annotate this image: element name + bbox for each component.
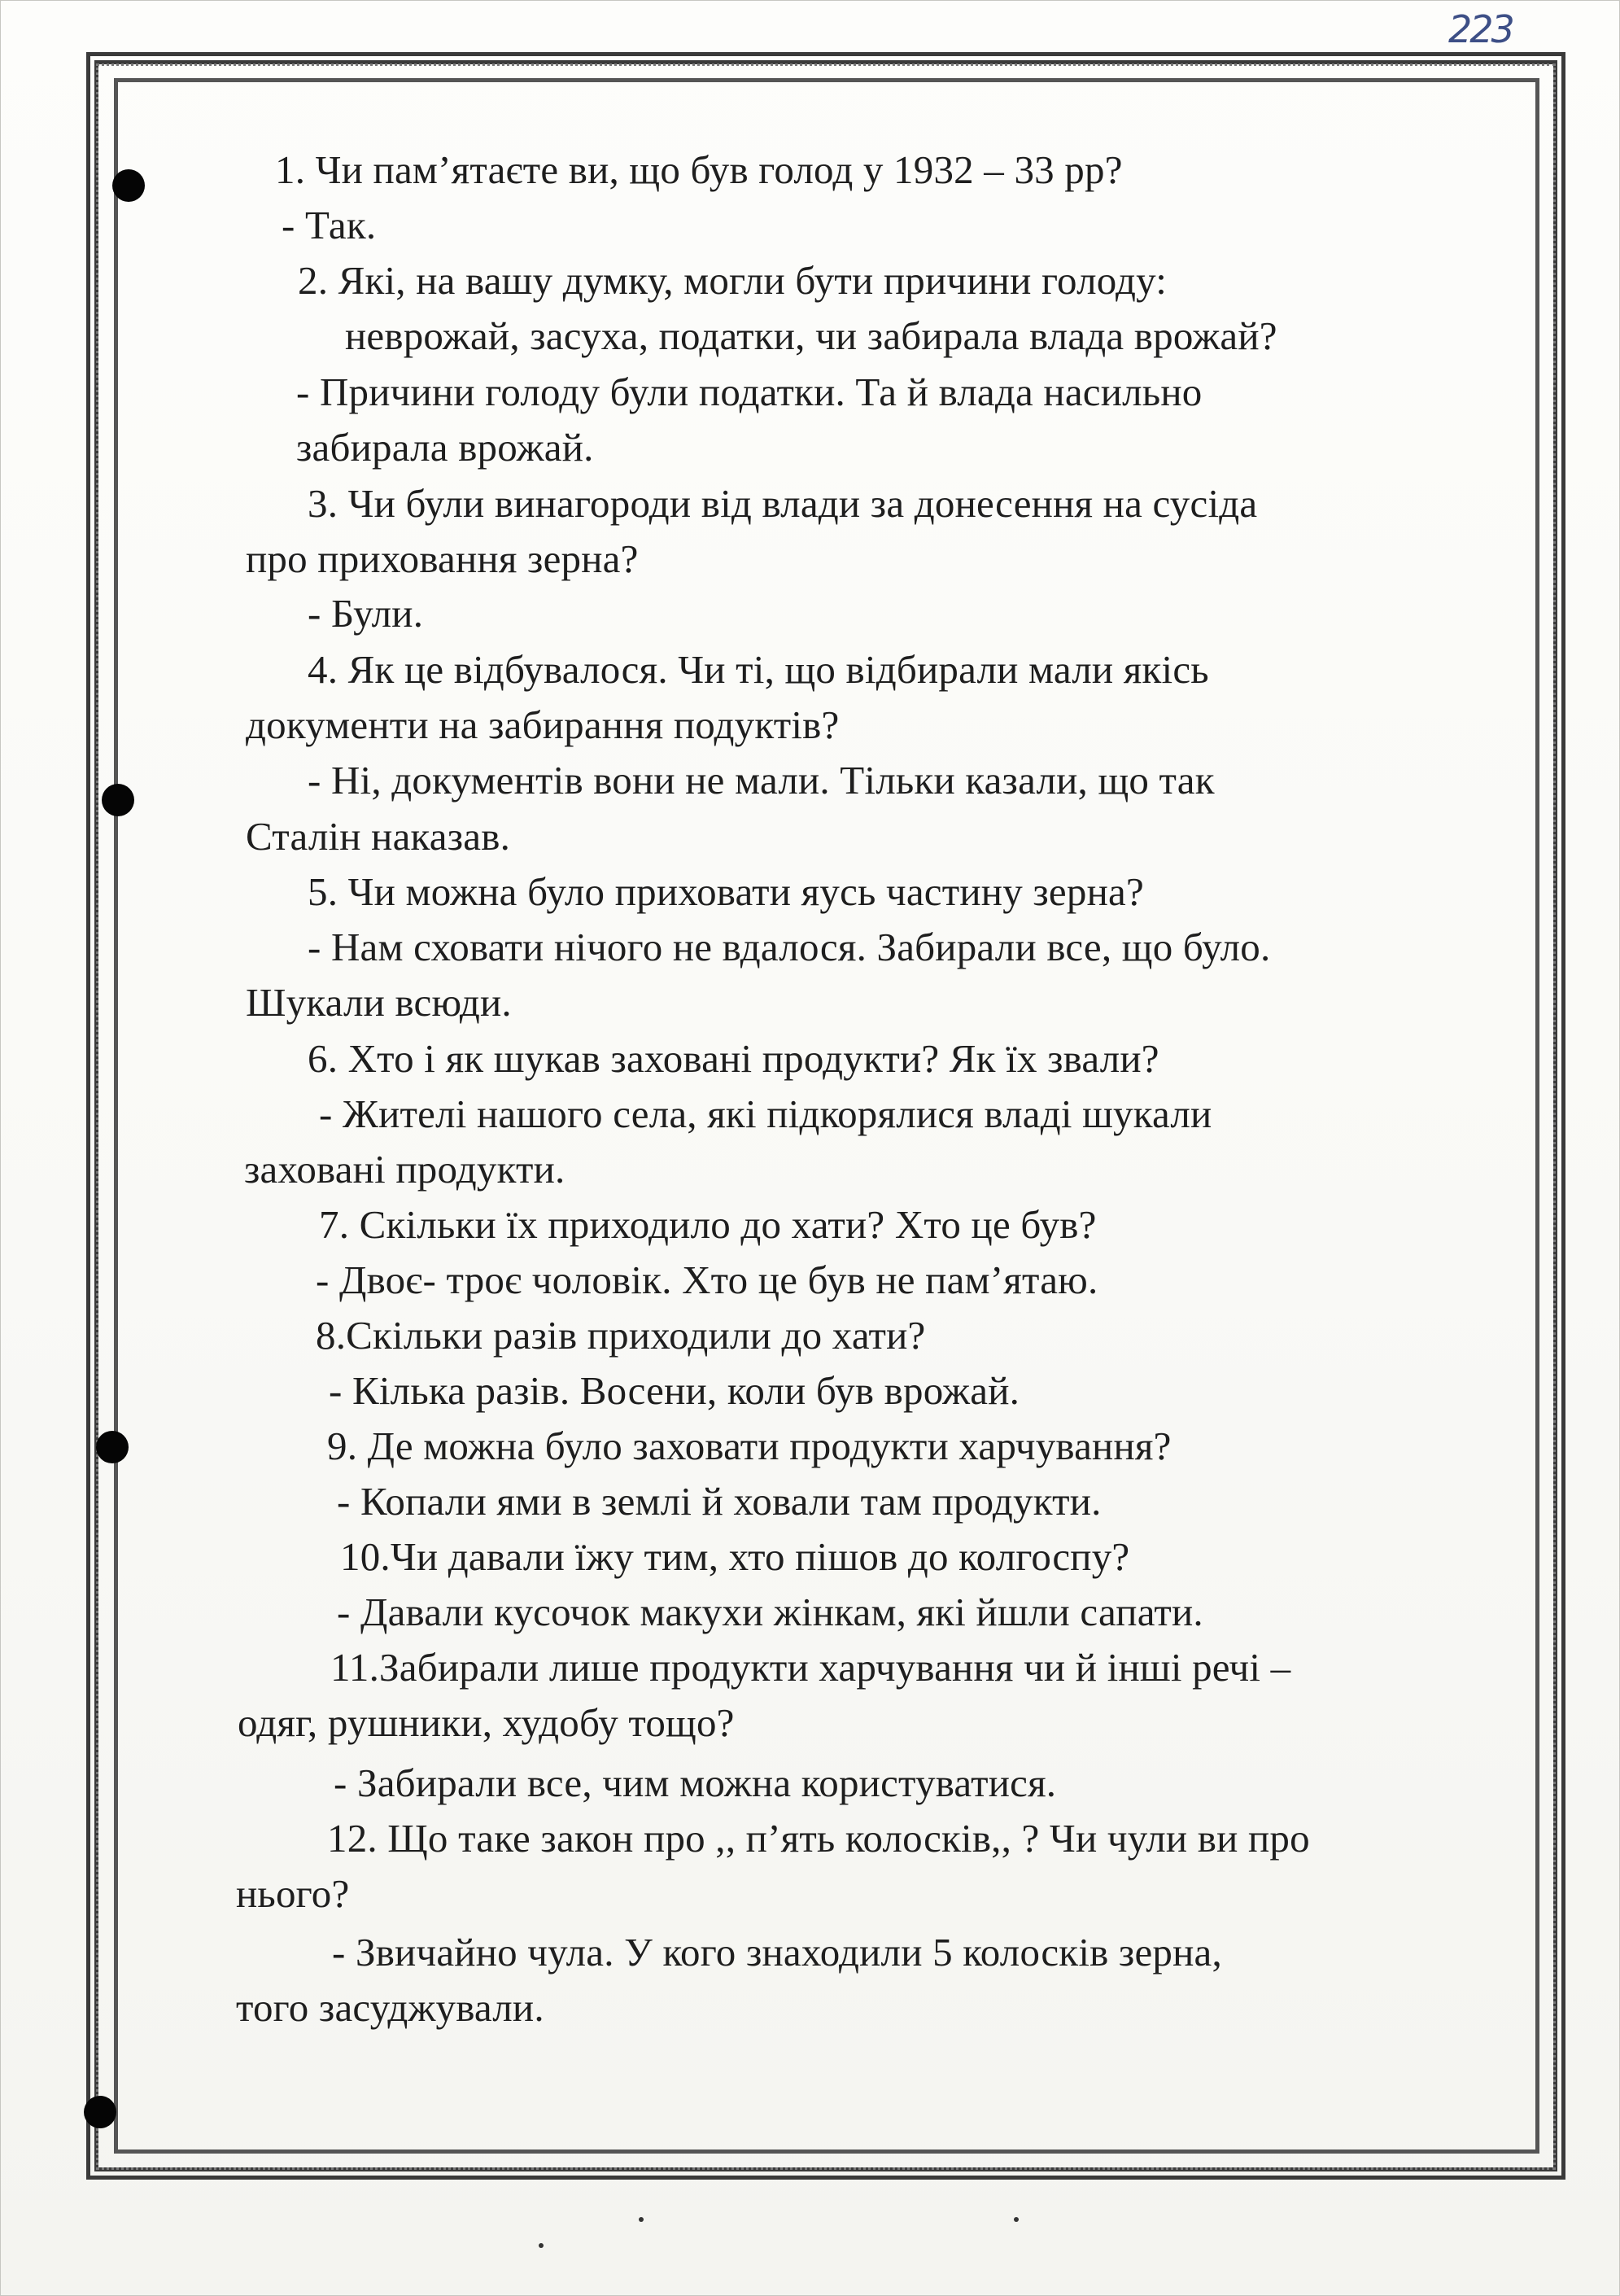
answer-1: - Так.	[282, 203, 377, 247]
answer-5-line-1: - Нам сховати нічого не вдалося. Забирали все, що було.	[308, 925, 1271, 969]
question-5: 5. Чи можна було приховати яусь частину зерна?	[308, 869, 1144, 914]
answer-7: - Двоє- троє чоловік. Хто це був не пам’ятаю.	[316, 1257, 1098, 1302]
answer-4-line-2: Сталін наказав.	[246, 814, 511, 859]
answer-12-line-2: того засуджували.	[236, 1985, 544, 2030]
question-4-line-2: документи на забирання подуктів?	[246, 702, 840, 747]
question-12-line-2: нього?	[236, 1871, 350, 1916]
question-3-line-1: 3. Чи були винагороди від влади за донесення на сусіда	[308, 481, 1258, 526]
question-7: 7. Скільки їх приходило до хати? Хто це був?	[319, 1202, 1097, 1247]
answer-2-line-2: забирала врожай.	[296, 425, 594, 470]
scan-speck	[539, 2243, 544, 2248]
question-1: 1. Чи пам’ятаєте ви, що був голод у 1932 – 33 рр?	[275, 147, 1123, 192]
answer-6-line-1: - Жителі нашого села, які підкорялися владі шукали	[319, 1091, 1212, 1136]
answer-4-line-1: - Ні, документів вони не мали. Тільки казали, що так	[308, 758, 1215, 803]
answer-3: - Були.	[308, 591, 424, 636]
answer-10: - Давали кусочок макухи жінкам, які йшли сапати.	[337, 1590, 1203, 1634]
scan-speck	[1014, 2217, 1019, 2222]
question-12-line-1: 12. Що таке закон про ,, п’ять колосків,, ? Чи чули ви про	[327, 1816, 1310, 1861]
answer-12-line-1: - Звичайно чула. У кого знаходили 5 колосків зерна,	[332, 1930, 1222, 1975]
page-number: 223	[1448, 7, 1513, 51]
question-8: 8.Скільки разів приходили до хати?	[316, 1313, 926, 1358]
question-3-line-2: про приховання зерна?	[246, 536, 639, 581]
question-2-line-2: неврожай, засуха, податки, чи забирала влада врожай?	[345, 313, 1277, 358]
question-9: 9. Де можна було заховати продукти харчування?	[327, 1424, 1172, 1468]
answer-5-line-2: Шукали всюди.	[246, 980, 512, 1025]
question-4-line-1: 4. Як це відбувалося. Чи ті, що відбирали мали якісь	[308, 647, 1209, 692]
scan-speck	[639, 2217, 644, 2222]
answer-6-line-2: заховані продукти.	[244, 1147, 565, 1192]
answer-11: - Забирали все, чим можна користуватися.	[334, 1760, 1057, 1805]
question-6: 6. Хто і як шукав заховані продукти? Як їх звали?	[308, 1036, 1159, 1081]
question-11-line-2: одяг, рушники, худобу тощо?	[238, 1700, 735, 1745]
answer-2-line-1: - Причини голоду були податки. Та й влада насильно	[296, 370, 1203, 414]
answer-8: - Кілька разів. Восени, коли був врожай.	[329, 1368, 1020, 1413]
answer-9: - Копали ями в землі й ховали там продукти.	[337, 1479, 1102, 1524]
question-10: 10.Чи давали їжу тим, хто пішов до колгоспу?	[340, 1534, 1130, 1579]
question-2-line-1: 2. Які, на вашу думку, могли бути причини голоду:	[298, 258, 1168, 303]
question-11-line-1: 11.Забирали лише продукти харчування чи й інші речі –	[330, 1645, 1291, 1690]
